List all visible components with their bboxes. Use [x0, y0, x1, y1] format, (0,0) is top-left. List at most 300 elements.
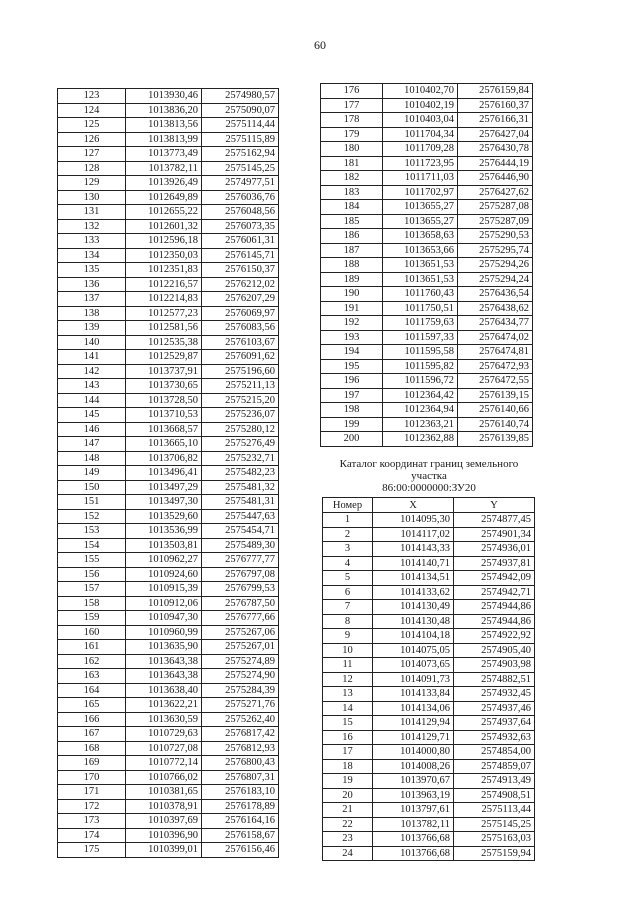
- table-row: [321, 113, 533, 128]
- point-number: 10: [323, 643, 373, 658]
- x-coordinate: 1013635,90: [126, 640, 202, 655]
- x-coordinate: 1014075,05: [373, 643, 454, 658]
- point-number: 177: [321, 98, 383, 113]
- x-coordinate: 1013503,81: [126, 538, 202, 553]
- point-number: 169: [58, 756, 126, 771]
- point-number: 17: [323, 745, 373, 760]
- x-coordinate: 1010381,65: [126, 785, 202, 800]
- y-coordinate: 2576091,62: [202, 350, 279, 365]
- table-row: [58, 785, 279, 800]
- header-y: Y: [454, 498, 535, 513]
- x-coordinate: 1012601,32: [126, 219, 202, 234]
- x-coordinate: 1013536,99: [126, 524, 202, 539]
- x-coordinate: 1012350,03: [126, 248, 202, 263]
- point-number: 175: [58, 843, 126, 858]
- table-row: [323, 556, 535, 571]
- table-row: [58, 828, 279, 843]
- y-coordinate: 2575276,49: [202, 437, 279, 452]
- table-row: [58, 161, 279, 176]
- y-coordinate: 2576139,15: [458, 388, 533, 403]
- y-coordinate: 2576178,89: [202, 799, 279, 814]
- y-coordinate: 2576083,56: [202, 321, 279, 336]
- point-number: 18: [323, 759, 373, 774]
- table-row: [58, 132, 279, 147]
- point-number: 149: [58, 466, 126, 481]
- x-coordinate: 1011711,03: [383, 171, 458, 186]
- table-row: [321, 403, 533, 418]
- point-number: 132: [58, 219, 126, 234]
- y-coordinate: 2576159,84: [458, 84, 533, 99]
- x-coordinate: 1012649,89: [126, 190, 202, 205]
- y-coordinate: 2576061,31: [202, 234, 279, 249]
- point-number: 158: [58, 596, 126, 611]
- table-row: [321, 345, 533, 360]
- x-coordinate: 1012655,22: [126, 205, 202, 220]
- y-coordinate: 2576797,08: [202, 567, 279, 582]
- y-coordinate: 2575271,76: [202, 698, 279, 713]
- y-coordinate: 2574944,86: [454, 614, 535, 629]
- y-coordinate: 2575090,07: [202, 103, 279, 118]
- y-coordinate: 2575295,74: [458, 243, 533, 258]
- table-row: [323, 614, 535, 629]
- y-coordinate: 2576446,90: [458, 171, 533, 186]
- y-coordinate: 2574922,92: [454, 629, 535, 644]
- x-coordinate: 1013813,56: [126, 118, 202, 133]
- y-coordinate: 2575196,60: [202, 364, 279, 379]
- x-coordinate: 1013622,21: [126, 698, 202, 713]
- caption-line-1: Каталог координат границ земельного: [339, 458, 519, 470]
- x-coordinate: 1013730,65: [126, 379, 202, 394]
- x-coordinate: 1014130,49: [373, 600, 454, 615]
- x-coordinate: 1011709,28: [383, 142, 458, 157]
- x-coordinate: 1013630,59: [126, 712, 202, 727]
- x-coordinate: 1014133,62: [373, 585, 454, 600]
- point-number: 143: [58, 379, 126, 394]
- y-coordinate: 2576472,93: [458, 359, 533, 374]
- point-number: 151: [58, 495, 126, 510]
- y-coordinate: 2575113,44: [454, 803, 535, 818]
- table-row: [58, 234, 279, 249]
- y-coordinate: 2574936,01: [454, 542, 535, 557]
- table-row: [58, 727, 279, 742]
- table-row: [58, 306, 279, 321]
- x-coordinate: 1013706,82: [126, 451, 202, 466]
- point-number: 174: [58, 828, 126, 843]
- x-coordinate: 1014095,30: [373, 513, 454, 528]
- point-number: 129: [58, 176, 126, 191]
- table-row: [58, 582, 279, 597]
- y-coordinate: 2575489,30: [202, 538, 279, 553]
- table-row: [58, 393, 279, 408]
- x-coordinate: 1012364,94: [383, 403, 458, 418]
- table-row: [58, 625, 279, 640]
- point-number: 190: [321, 287, 383, 302]
- point-number: 125: [58, 118, 126, 133]
- y-coordinate: 2576817,42: [202, 727, 279, 742]
- y-coordinate: 2576812,93: [202, 741, 279, 756]
- x-coordinate: 1011760,43: [383, 287, 458, 302]
- table-row: [321, 243, 533, 258]
- y-coordinate: 2574903,98: [454, 658, 535, 673]
- point-number: 183: [321, 185, 383, 200]
- table-row: [58, 219, 279, 234]
- y-coordinate: 2576444,19: [458, 156, 533, 171]
- y-coordinate: 2576212,02: [202, 277, 279, 292]
- caption-line-3: 86:00:0000000:ЗУ20: [382, 482, 476, 494]
- point-number: 148: [58, 451, 126, 466]
- table-row: [323, 701, 535, 716]
- table-row: [58, 292, 279, 307]
- x-coordinate: 1013970,67: [373, 774, 454, 789]
- point-number: 193: [321, 330, 383, 345]
- table-row: [323, 817, 535, 832]
- y-coordinate: 2576150,37: [202, 263, 279, 278]
- table-row: [321, 359, 533, 374]
- x-coordinate: 1010915,39: [126, 582, 202, 597]
- table-row: [58, 118, 279, 133]
- x-coordinate: 1013773,49: [126, 147, 202, 162]
- point-number: 15: [323, 716, 373, 731]
- point-number: 196: [321, 374, 383, 389]
- table-row: [58, 741, 279, 756]
- x-coordinate: 1013638,40: [126, 683, 202, 698]
- point-number: 141: [58, 350, 126, 365]
- point-number: 11: [323, 658, 373, 673]
- x-coordinate: 1012214,83: [126, 292, 202, 307]
- table-row: [323, 846, 535, 861]
- x-coordinate: 1014091,73: [373, 672, 454, 687]
- table-row: [58, 321, 279, 336]
- point-number: 21: [323, 803, 373, 818]
- table-row: [323, 600, 535, 615]
- table-row: [58, 451, 279, 466]
- y-coordinate: 2574854,00: [454, 745, 535, 760]
- x-coordinate: 1010960,99: [126, 625, 202, 640]
- x-coordinate: 1014143,33: [373, 542, 454, 557]
- y-coordinate: 2575287,08: [458, 200, 533, 215]
- x-coordinate: 1011595,58: [383, 345, 458, 360]
- y-coordinate: 2574905,40: [454, 643, 535, 658]
- table-row: [58, 654, 279, 669]
- point-number: 197: [321, 388, 383, 403]
- x-coordinate: 1014073,65: [373, 658, 454, 673]
- point-number: 127: [58, 147, 126, 162]
- table-row: [58, 205, 279, 220]
- x-coordinate: 1011723,95: [383, 156, 458, 171]
- y-coordinate: 2576069,97: [202, 306, 279, 321]
- x-coordinate: 1014129,94: [373, 716, 454, 731]
- point-number: 23: [323, 832, 373, 847]
- y-coordinate: 2574932,63: [454, 730, 535, 745]
- y-coordinate: 2574901,34: [454, 527, 535, 542]
- table-row: [58, 698, 279, 713]
- x-coordinate: 1014129,71: [373, 730, 454, 745]
- x-coordinate: 1013782,11: [373, 817, 454, 832]
- table-row: [323, 730, 535, 745]
- y-coordinate: 2576800,43: [202, 756, 279, 771]
- table-row: [321, 374, 533, 389]
- x-coordinate: 1013643,38: [126, 669, 202, 684]
- x-coordinate: 1010772,14: [126, 756, 202, 771]
- table-row: [321, 316, 533, 331]
- point-number: 3: [323, 542, 373, 557]
- table-row: [58, 350, 279, 365]
- y-coordinate: 2574859,07: [454, 759, 535, 774]
- y-coordinate: 2574942,09: [454, 571, 535, 586]
- table-row: [58, 379, 279, 394]
- x-coordinate: 1012363,21: [383, 417, 458, 432]
- table-row: [321, 127, 533, 142]
- y-coordinate: 2575159,94: [454, 846, 535, 861]
- y-coordinate: 2574937,81: [454, 556, 535, 571]
- table-row: [58, 669, 279, 684]
- x-coordinate: 1012596,18: [126, 234, 202, 249]
- point-number: 165: [58, 698, 126, 713]
- y-coordinate: 2575274,90: [202, 669, 279, 684]
- point-number: 198: [321, 403, 383, 418]
- point-number: 167: [58, 727, 126, 742]
- x-coordinate: 1013737,91: [126, 364, 202, 379]
- table-row: [321, 330, 533, 345]
- point-number: 126: [58, 132, 126, 147]
- point-number: 137: [58, 292, 126, 307]
- table-row: [323, 658, 535, 673]
- y-coordinate: 2574937,46: [454, 701, 535, 716]
- x-coordinate: 1010947,30: [126, 611, 202, 626]
- table-row: [323, 629, 535, 644]
- table-row: [323, 803, 535, 818]
- point-number: 178: [321, 113, 383, 128]
- point-number: 4: [323, 556, 373, 571]
- table-row: [58, 814, 279, 829]
- page-number: 60: [314, 38, 326, 52]
- point-number: 14: [323, 701, 373, 716]
- table-row: [58, 596, 279, 611]
- x-coordinate: 1013651,53: [383, 272, 458, 287]
- x-coordinate: 1010924,60: [126, 567, 202, 582]
- point-number: 195: [321, 359, 383, 374]
- point-number: 144: [58, 393, 126, 408]
- table-row: [323, 687, 535, 702]
- coordinates-table-zu20: [322, 497, 535, 861]
- x-coordinate: 1012581,56: [126, 321, 202, 336]
- point-number: 180: [321, 142, 383, 157]
- x-coordinate: 1013766,68: [373, 846, 454, 861]
- point-number: 24: [323, 846, 373, 861]
- x-coordinate: 1014140,71: [373, 556, 454, 571]
- table-row: [58, 190, 279, 205]
- point-number: 168: [58, 741, 126, 756]
- table-row: [58, 408, 279, 423]
- table-row: [58, 843, 279, 858]
- y-coordinate: 2576160,37: [458, 98, 533, 113]
- table-row: [58, 495, 279, 510]
- point-number: 194: [321, 345, 383, 360]
- point-number: 157: [58, 582, 126, 597]
- y-coordinate: 2576073,35: [202, 219, 279, 234]
- point-number: 9: [323, 629, 373, 644]
- x-coordinate: 1014000,80: [373, 745, 454, 760]
- y-coordinate: 2574913,49: [454, 774, 535, 789]
- y-coordinate: 2576427,04: [458, 127, 533, 142]
- table-row: [321, 84, 533, 99]
- y-coordinate: 2575284,39: [202, 683, 279, 698]
- point-number: 139: [58, 321, 126, 336]
- point-number: 136: [58, 277, 126, 292]
- table-row: [321, 272, 533, 287]
- y-coordinate: 2576166,31: [458, 113, 533, 128]
- x-coordinate: 1013655,27: [383, 214, 458, 229]
- x-coordinate: 1013782,11: [126, 161, 202, 176]
- y-coordinate: 2576436,54: [458, 287, 533, 302]
- y-coordinate: 2575447,63: [202, 509, 279, 524]
- y-coordinate: 2575215,20: [202, 393, 279, 408]
- point-number: 188: [321, 258, 383, 273]
- x-coordinate: 1014008,26: [373, 759, 454, 774]
- x-coordinate: 1013797,61: [373, 803, 454, 818]
- x-coordinate: 1010399,01: [126, 843, 202, 858]
- y-coordinate: 2575481,31: [202, 495, 279, 510]
- y-coordinate: 2576036,76: [202, 190, 279, 205]
- header-x: X: [373, 498, 454, 513]
- x-coordinate: 1012216,57: [126, 277, 202, 292]
- table-row: [321, 142, 533, 157]
- y-coordinate: 2575287,09: [458, 214, 533, 229]
- table-row: [321, 171, 533, 186]
- x-coordinate: 1014104,18: [373, 629, 454, 644]
- x-coordinate: 1013836,20: [126, 103, 202, 118]
- point-number: 164: [58, 683, 126, 698]
- point-number: 179: [321, 127, 383, 142]
- point-number: 156: [58, 567, 126, 582]
- table-row: [58, 524, 279, 539]
- point-number: 2: [323, 527, 373, 542]
- y-coordinate: 2576207,29: [202, 292, 279, 307]
- point-number: 182: [321, 171, 383, 186]
- y-coordinate: 2576139,85: [458, 432, 533, 447]
- x-coordinate: 1013497,30: [126, 495, 202, 510]
- x-coordinate: 1011759,63: [383, 316, 458, 331]
- y-coordinate: 2575236,07: [202, 408, 279, 423]
- y-coordinate: 2575232,71: [202, 451, 279, 466]
- point-number: 192: [321, 316, 383, 331]
- y-coordinate: 2574932,45: [454, 687, 535, 702]
- table-row: [321, 214, 533, 229]
- y-coordinate: 2575267,01: [202, 640, 279, 655]
- x-coordinate: 1013813,99: [126, 132, 202, 147]
- x-coordinate: 1013926,49: [126, 176, 202, 191]
- x-coordinate: 1012364,42: [383, 388, 458, 403]
- y-coordinate: 2576164,16: [202, 814, 279, 829]
- table-row: [58, 756, 279, 771]
- caption-line-2: участка: [411, 470, 447, 482]
- y-coordinate: 2574877,45: [454, 513, 535, 528]
- y-coordinate: 2576140,74: [458, 417, 533, 432]
- table-row: [58, 538, 279, 553]
- y-coordinate: 2576103,67: [202, 335, 279, 350]
- table-row: [58, 422, 279, 437]
- y-coordinate: 2574937,64: [454, 716, 535, 731]
- y-coordinate: 2576777,77: [202, 553, 279, 568]
- table-header-row: [323, 498, 535, 513]
- table-row: [58, 89, 279, 104]
- y-coordinate: 2575115,89: [202, 132, 279, 147]
- point-number: 7: [323, 600, 373, 615]
- point-number: 12: [323, 672, 373, 687]
- x-coordinate: 1013497,29: [126, 480, 202, 495]
- table-row: [323, 745, 535, 760]
- point-number: 124: [58, 103, 126, 118]
- x-coordinate: 1010402,19: [383, 98, 458, 113]
- table-row: [321, 301, 533, 316]
- y-coordinate: 2576807,31: [202, 770, 279, 785]
- catalog-caption: [325, 458, 533, 494]
- y-coordinate: 2576438,62: [458, 301, 533, 316]
- table-row: [321, 229, 533, 244]
- table-row: [323, 774, 535, 789]
- coordinates-table-left: [57, 88, 279, 858]
- table-row: [321, 156, 533, 171]
- x-coordinate: 1013930,46: [126, 89, 202, 104]
- table-row: [323, 832, 535, 847]
- x-coordinate: 1012535,38: [126, 335, 202, 350]
- point-number: 160: [58, 625, 126, 640]
- y-coordinate: 2575294,24: [458, 272, 533, 287]
- x-coordinate: 1013496,41: [126, 466, 202, 481]
- table-row: [58, 640, 279, 655]
- point-number: 19: [323, 774, 373, 789]
- x-coordinate: 1011596,72: [383, 374, 458, 389]
- y-coordinate: 2575262,40: [202, 712, 279, 727]
- y-coordinate: 2576474,02: [458, 330, 533, 345]
- x-coordinate: 1014133,84: [373, 687, 454, 702]
- y-coordinate: 2576145,71: [202, 248, 279, 263]
- x-coordinate: 1014130,48: [373, 614, 454, 629]
- x-coordinate: 1010727,08: [126, 741, 202, 756]
- x-coordinate: 1010912,06: [126, 596, 202, 611]
- point-number: 152: [58, 509, 126, 524]
- point-number: 5: [323, 571, 373, 586]
- point-number: 200: [321, 432, 383, 447]
- point-number: 135: [58, 263, 126, 278]
- y-coordinate: 2576427,62: [458, 185, 533, 200]
- table-row: [58, 611, 279, 626]
- x-coordinate: 1013655,27: [383, 200, 458, 215]
- table-row: [58, 437, 279, 452]
- x-coordinate: 1011704,34: [383, 127, 458, 142]
- point-number: 138: [58, 306, 126, 321]
- table-row: [323, 759, 535, 774]
- y-coordinate: 2575267,06: [202, 625, 279, 640]
- x-coordinate: 1013529,60: [126, 509, 202, 524]
- x-coordinate: 1010729,63: [126, 727, 202, 742]
- table-row: [58, 263, 279, 278]
- point-number: 191: [321, 301, 383, 316]
- table-row: [58, 799, 279, 814]
- x-coordinate: 1012362,88: [383, 432, 458, 447]
- coordinates-table-right-top: [320, 83, 533, 447]
- x-coordinate: 1013658,63: [383, 229, 458, 244]
- point-number: 150: [58, 480, 126, 495]
- x-coordinate: 1012577,23: [126, 306, 202, 321]
- x-coordinate: 1013728,50: [126, 393, 202, 408]
- y-coordinate: 2575274,89: [202, 654, 279, 669]
- y-coordinate: 2575290,53: [458, 229, 533, 244]
- y-coordinate: 2576048,56: [202, 205, 279, 220]
- point-number: 161: [58, 640, 126, 655]
- table-row: [58, 553, 279, 568]
- point-number: 8: [323, 614, 373, 629]
